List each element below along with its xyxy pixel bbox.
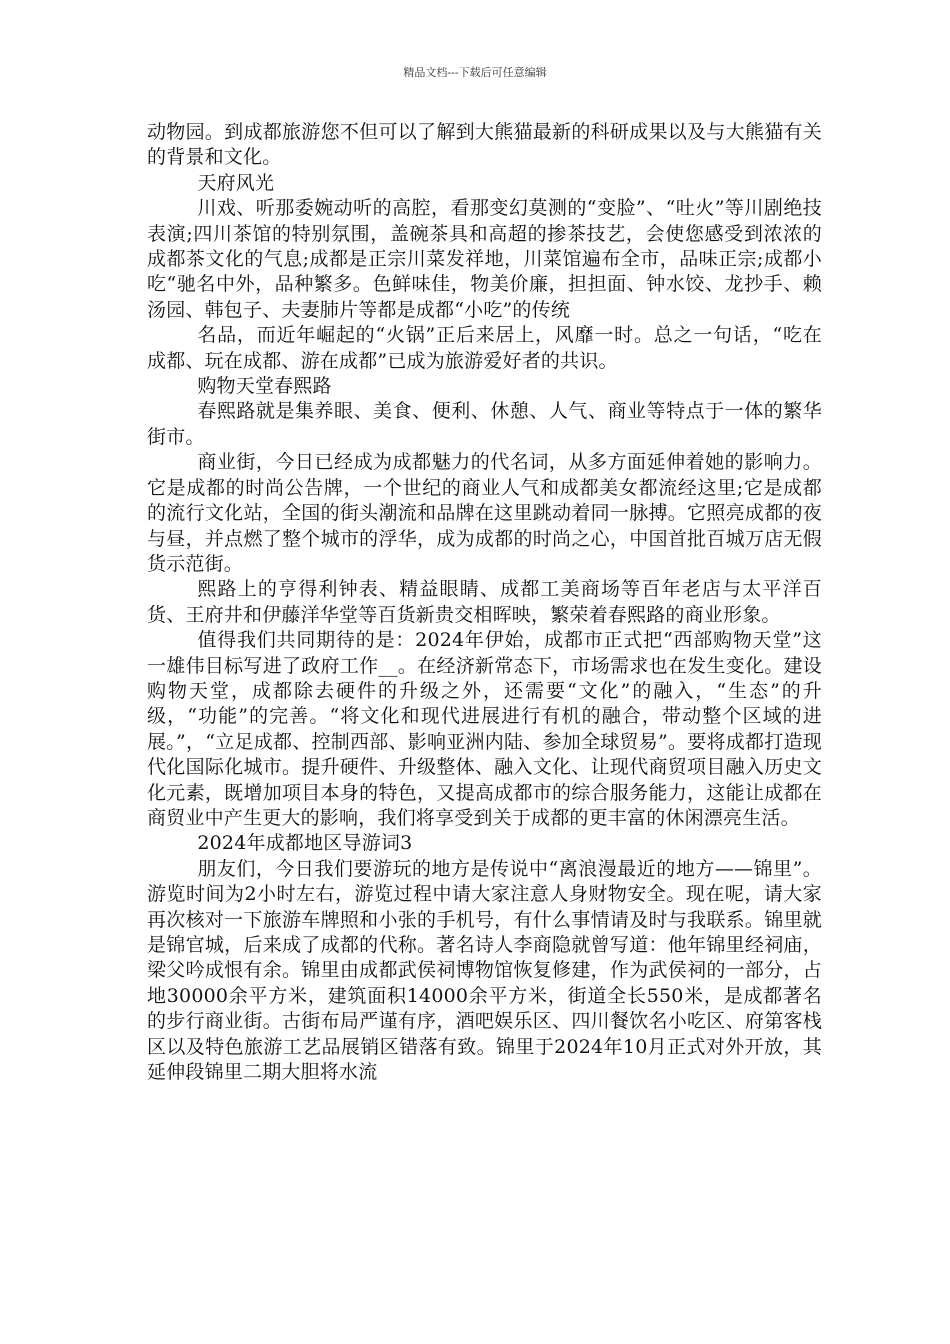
section-heading-daoyouci-3: 2024年成都地区导游词3 (197, 832, 413, 855)
paragraph-huoguo: 名品，而近年崛起的“火锅”正后来居上，风靡一时。总之一句话，“吃在成都、玩在成都、游在成都”已成为旅游爱好者的共识。 (147, 324, 822, 372)
paragraph-chunxi-intro: 春熙路就是集养眼、美食、便利、休憩、人气、商业等特点于一体的繁华街市。 (147, 400, 822, 448)
page-header: 精品文档---下载后可任意编辑 (403, 66, 547, 79)
paragraph-chuanxi: 川戏、听那委婉动听的高腔，看那变幻莫测的“变脸”、“吐火”等川剧绝技表演;四川茶馆的特别氛围，盖碗茶具和高超的掺茶技艺，会使您感受到浓浓的成都茶文化的气息;成都是正宗川菜发祥地，川菜馆遍布全市，品味正宗;成都小吃“驰名中外，品种繁多。色鲜味佳，物美价廉，担担面、钟水饺、龙抄手、赖汤园、韩包子、夫妻肺片等都是成都“小吃”的传统 (147, 197, 822, 321)
paragraph-shangyejie: 商业街，今日已经成为成都魅力的代名词，从多方面延伸着她的影响力。它是成都的时尚公告牌，一个世纪的商业人气和成都美女都流经这里;它是成都的流行文化站，全国的街头潮流和品牌在这里跳动着同一脉搏。它照亮成都的夜与昼，并点燃了整个城市的浮华，成为成都的时尚之心，中国首批百城万店无假货示范街。 (147, 451, 822, 575)
section-heading-tianfu: 天府风光 (197, 171, 275, 194)
section-heading-chunxi: 购物天堂春熙路 (197, 375, 332, 398)
paragraph-laodian: 熙路上的亨得利钟表、精益眼睛、成都工美商场等百年老店与太平洋百货、王府井和伊藤洋华堂等百货新贵交相晖映，繁荣着春熙路的商业形象。 (147, 578, 822, 626)
document-body (147, 120, 822, 1085)
paragraph-gouwu-tiantang: 值得我们共同期待的是：2024年伊始，成都市正式把“西部购物天堂”这一雄伟目标写进了政府工作__。在经济新常态下，市场需求也在发生变化。建设购物天堂，成都除去硬件的升级之外，还需要“文化”的融入，“生态”的升级，“功能”的完善。“将文化和现代进展进行有机的融合，带动整个区域的进展。”，“立足成都、控制西部、影响亚洲内陆、参加全球贸易”。要将成都打造现代化国际化城市。提升硬件、升级整体、融入文化、让现代商贸项目融入历史文化元素，既增加项目本身的特色，又提高成都市的综合服务能力，这能让成都在商贸业中产生更大的影响，我们将享受到关于成都的更丰富的休闲漂亮生活。 (147, 629, 822, 829)
paragraph-intro: 动物园。到成都旅游您不但可以了解到大熊猫最新的科研成果以及与大熊猫有关的背景和文化。 (147, 121, 822, 169)
paragraph-jinli: 朋友们，今日我们要游玩的地方是传说中“离浪漫最近的地方——锦里”。游览时间为2小时左右，游览过程中请大家注意人身财物安全。现在呢，请大家再次核对一下旅游车牌照和小张的手机号，有什么事情请及时与我联系。锦里就是锦官城，后来成了成都的代称。著名诗人李商隐就曾写道：他年锦里经祠庙，梁父吟成恨有余。锦里由成都武侯祠博物馆恢复修建，作为武侯祠的一部分，占地30000余平方米，建筑面积14000余平方米，街道全长550米，是成都著名的步行商业街。古街布局严谨有序，酒吧娱乐区、四川餐饮名小吃区、府第客栈区以及特色旅游工艺品展销区错落有致。锦里于2024年10月正式对外开放，其延伸段锦里二期大胆将水流 (147, 857, 822, 1084)
